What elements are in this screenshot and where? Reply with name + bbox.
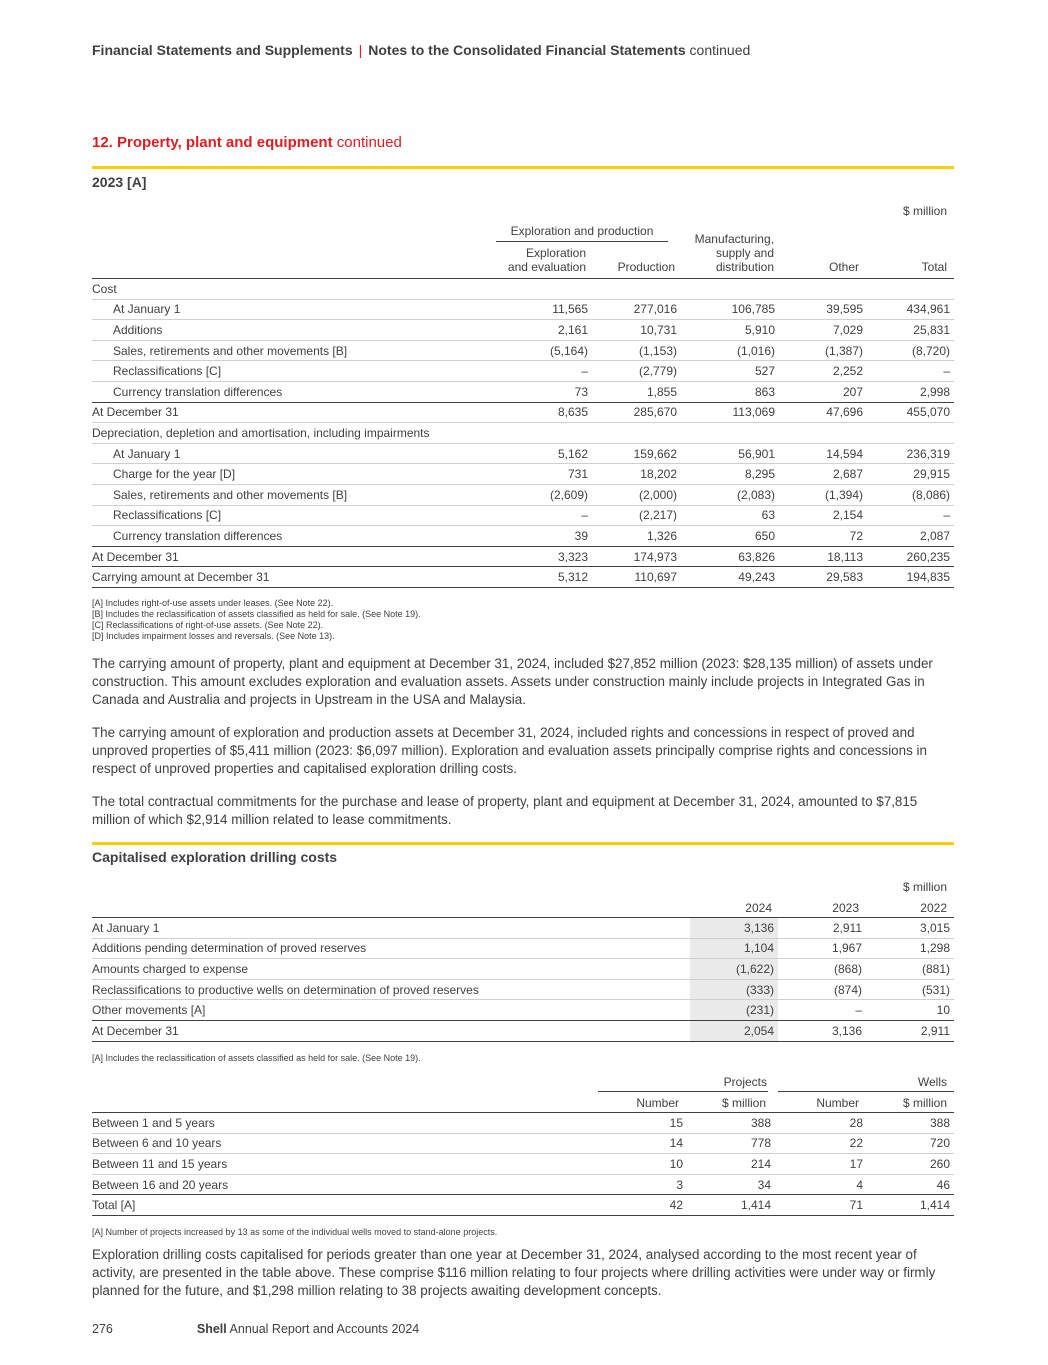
cell-value: 73: [502, 381, 592, 402]
cell-value: (531): [866, 979, 954, 1000]
cell-value: 214: [687, 1154, 775, 1175]
section-title-continued: continued: [336, 134, 402, 151]
table-2023-title: 2023 [A]: [92, 174, 147, 190]
table-row: [92, 443, 954, 464]
row-label: At January 1: [92, 918, 690, 939]
drilling-costs-table: [92, 917, 954, 1042]
col-eval-line1: Exploration: [525, 246, 586, 260]
col-total: Total: [921, 260, 947, 274]
cell-value: 5,910: [681, 320, 779, 341]
cell-value: 29,915: [867, 464, 954, 485]
table-row: [92, 959, 954, 980]
table-row: [92, 979, 954, 1000]
row-label: Sales, retirements and other movements [B]: [92, 484, 502, 505]
col-eval-line2: and evaluation: [507, 260, 586, 274]
cell-value: 2,252: [779, 361, 867, 382]
table-row: [92, 567, 954, 588]
cell-value: (1,153): [592, 340, 681, 361]
cell-value: 260,235: [867, 546, 954, 567]
cell-value: 2,054: [690, 1020, 778, 1041]
cell-value: 720: [867, 1133, 954, 1154]
cell-value: 5,162: [502, 443, 592, 464]
row-label: At December 31: [92, 402, 502, 423]
cell-value: 63: [681, 505, 779, 526]
cell-value: [502, 279, 592, 300]
cell-value: 15: [599, 1113, 687, 1134]
footer-brand: Shell: [196, 1322, 227, 1336]
row-label: Charge for the year [D]: [92, 464, 502, 485]
section-title-text: 12. Property, plant and equipment: [92, 134, 333, 151]
col-msd-line3: distribution: [715, 260, 774, 274]
table-row: [92, 1113, 954, 1134]
cell-value: (231): [690, 1000, 778, 1021]
cell-value: (1,622): [690, 959, 778, 980]
cell-value: 17: [775, 1154, 867, 1175]
cell-value: 2,911: [778, 918, 866, 939]
cell-value: 4: [775, 1174, 867, 1195]
header-subsection: Notes to the Consolidated Financial Statements: [368, 42, 686, 58]
col-exploration-evaluation: [470, 246, 586, 274]
table-row: [92, 1154, 954, 1175]
col-msd-line2: supply and: [715, 246, 774, 260]
cell-value: (874): [778, 979, 866, 1000]
cell-value: –: [502, 361, 592, 382]
page-number: 276: [92, 1322, 113, 1336]
ageing-note: [A] Number of projects increased by 13 as some of the individual wells moved to stand-alone projects.: [92, 1227, 498, 1237]
wells-group-rule: [778, 1091, 954, 1092]
cell-value: 650: [681, 526, 779, 547]
cell-value: 2,998: [867, 381, 954, 402]
header-section: Financial Statements and Supplements: [92, 42, 353, 58]
table-row: [92, 361, 954, 382]
cell-value: 11,565: [502, 299, 592, 320]
cell-value: [867, 423, 954, 444]
table-row: [92, 1133, 954, 1154]
col-projects-number: Number: [636, 1096, 679, 1110]
cell-value: 778: [687, 1133, 775, 1154]
row-label: Additions: [92, 320, 502, 341]
cell-value: (333): [690, 979, 778, 1000]
row-label: Between 1 and 5 years: [92, 1113, 599, 1134]
cell-value: 10,731: [592, 320, 681, 341]
cell-value: 22: [775, 1133, 867, 1154]
row-label: Sales, retirements and other movements [B]: [92, 340, 502, 361]
cell-value: (5,164): [502, 340, 592, 361]
col-manufacturing: [680, 232, 774, 274]
section-divider: [92, 166, 954, 169]
row-label: Cost: [92, 279, 502, 300]
year-2023: 2023: [832, 901, 859, 915]
table-row: [92, 546, 954, 567]
running-header: [92, 42, 750, 58]
cell-value: 28: [775, 1113, 867, 1134]
cell-value: (881): [866, 959, 954, 980]
cell-value: 1,326: [592, 526, 681, 547]
cell-value: 72: [779, 526, 867, 547]
cell-value: 527: [681, 361, 779, 382]
col-production: Production: [617, 260, 675, 274]
cell-value: 56,901: [681, 443, 779, 464]
note-c: [C] Reclassifications of right-of-use assets. (See Note 22).: [92, 620, 324, 630]
cell-value: (1,387): [779, 340, 867, 361]
header-separator: |: [358, 42, 363, 58]
table-row: [92, 526, 954, 547]
cell-value: (1,016): [681, 340, 779, 361]
paragraph-assets-under-construction: The carrying amount of property, plant and equipment at December 31, 2024, included $27,852 million (2023: $28,135 million) of assets under construction. This amount excludes exploration and evaluation assets. Assets under construction mainly include projects in Integrated Gas in Canada and Australia and projects in Upstream in the USA and Malaysia.: [92, 656, 933, 707]
note-d: [D] Includes impairment losses and reversals. (See Note 13).: [92, 631, 335, 641]
row-label: Carrying amount at December 31: [92, 567, 502, 588]
cell-value: [592, 279, 681, 300]
cell-value: (2,217): [592, 505, 681, 526]
cell-value: 5,312: [502, 567, 592, 588]
cell-value: 3,015: [866, 918, 954, 939]
table-row: [92, 464, 954, 485]
cell-value: 3,136: [690, 918, 778, 939]
row-label: At December 31: [92, 1020, 690, 1041]
projects-group-label: Projects: [723, 1075, 767, 1089]
table-row: [92, 1174, 954, 1195]
drilling-divider: [92, 842, 954, 845]
cell-value: 39,595: [779, 299, 867, 320]
cell-value: 434,961: [867, 299, 954, 320]
cell-value: 14,594: [779, 443, 867, 464]
table-row: [92, 423, 954, 444]
cell-value: 174,973: [592, 546, 681, 567]
cell-value: 14: [599, 1133, 687, 1154]
cell-value: –: [867, 361, 954, 382]
cell-value: 46: [867, 1174, 954, 1195]
exploration-production-group-label: Exploration and production: [496, 224, 668, 242]
table-row: [92, 484, 954, 505]
cell-value: (2,779): [592, 361, 681, 382]
col-msd-line1: Manufacturing,: [694, 232, 774, 246]
cell-value: 63,826: [681, 546, 779, 567]
cell-value: 1,855: [592, 381, 681, 402]
cell-value: 47,696: [779, 402, 867, 423]
table-row: [92, 918, 954, 939]
table-row: [92, 340, 954, 361]
year-2022: 2022: [920, 901, 947, 915]
ppe-2023-table: [92, 278, 954, 588]
row-label: At January 1: [92, 299, 502, 320]
cell-value: 863: [681, 381, 779, 402]
row-label: Between 11 and 15 years: [92, 1154, 599, 1175]
page-footer: [92, 1322, 419, 1336]
footer-doc-title: Annual Report and Accounts 2024: [229, 1322, 420, 1336]
table-row: [92, 320, 954, 341]
section-title: [92, 134, 402, 151]
cell-value: 113,069: [681, 402, 779, 423]
cell-value: –: [778, 1000, 866, 1021]
table-row: [92, 381, 954, 402]
table-row: [92, 402, 954, 423]
row-label: At January 1: [92, 443, 502, 464]
cell-value: 2,911: [866, 1020, 954, 1041]
cell-value: (2,000): [592, 484, 681, 505]
drilling-units: $ million: [902, 880, 947, 894]
table-2023-units: $ million: [902, 204, 947, 218]
cell-value: –: [867, 505, 954, 526]
cell-value: 8,635: [502, 402, 592, 423]
row-label: Depreciation, depletion and amortisation, including impairments: [92, 423, 502, 444]
table-row: [92, 1000, 954, 1021]
drilling-title: Capitalised exploration drilling costs: [92, 849, 338, 865]
row-label: Reclassifications to productive wells on determination of proved reserves: [92, 979, 690, 1000]
cell-value: 1,967: [778, 938, 866, 959]
cell-value: [502, 423, 592, 444]
cell-value: 455,070: [867, 402, 954, 423]
cell-value: [681, 279, 779, 300]
cell-value: [681, 423, 779, 444]
cell-value: 18,202: [592, 464, 681, 485]
cell-value: 7,029: [779, 320, 867, 341]
cell-value: 106,785: [681, 299, 779, 320]
cell-value: (868): [778, 959, 866, 980]
cell-value: 3: [599, 1174, 687, 1195]
cell-value: 18,113: [779, 546, 867, 567]
row-label: At December 31: [92, 546, 502, 567]
cell-value: 49,243: [681, 567, 779, 588]
col-wells-number: Number: [816, 1096, 859, 1110]
cell-value: 388: [687, 1113, 775, 1134]
table-row: [92, 1020, 954, 1041]
cell-value: 194,835: [867, 567, 954, 588]
cell-value: (2,609): [502, 484, 592, 505]
cell-value: 2,687: [779, 464, 867, 485]
cell-value: [779, 279, 867, 300]
paragraph-exploration-assets: The carrying amount of exploration and production assets at December 31, 2024, included rights and concessions in respect of proved and unproved properties of $5,411 million (2023: $6,097 million). Exploration and evaluation assets principally comprise rights and concessions in respect of unproved properties and capitalised exploration drilling costs.: [92, 725, 927, 776]
row-label: Other movements [A]: [92, 1000, 690, 1021]
cell-value: 25,831: [867, 320, 954, 341]
row-label: Between 6 and 10 years: [92, 1133, 599, 1154]
row-label: Reclassifications [C]: [92, 361, 502, 382]
cell-value: 2,154: [779, 505, 867, 526]
table-2023-notes: [92, 598, 421, 642]
cell-value: [867, 279, 954, 300]
paragraph-drilling-analysis: Exploration drilling costs capitalised for periods greater than one year at December 31, 2024, analysed according to the most recent year of activity, are presented in the table above. These comprise $116 million relating to four projects where drilling activities were under way or firmly planned for the future, and $1,298 million relating to 38 projects awaiting development concepts.: [92, 1247, 936, 1298]
cell-value: 2,087: [867, 526, 954, 547]
cell-value: 236,319: [867, 443, 954, 464]
wells-group-label: Wells: [917, 1075, 947, 1089]
cell-value: 1,104: [690, 938, 778, 959]
cell-value: 110,697: [592, 567, 681, 588]
cell-value: 8,295: [681, 464, 779, 485]
cell-value: 71: [775, 1195, 867, 1216]
cell-value: 3,136: [778, 1020, 866, 1041]
row-label: Currency translation differences: [92, 526, 502, 547]
year-2024: 2024: [745, 901, 772, 915]
table-row: [92, 505, 954, 526]
cell-value: 3,323: [502, 546, 592, 567]
cell-value: 159,662: [592, 443, 681, 464]
drilling-ageing-table: [92, 1112, 954, 1216]
cell-value: (2,083): [681, 484, 779, 505]
cell-value: 10: [866, 1000, 954, 1021]
row-label: Total [A]: [92, 1195, 599, 1216]
header-continued: continued: [689, 42, 751, 58]
row-label: Reclassifications [C]: [92, 505, 502, 526]
row-label: Additions pending determination of proved reserves: [92, 938, 690, 959]
cell-value: 1,414: [687, 1195, 775, 1216]
table-row: [92, 279, 954, 300]
cell-value: 731: [502, 464, 592, 485]
cell-value: 277,016: [592, 299, 681, 320]
cell-value: 39: [502, 526, 592, 547]
cell-value: [779, 423, 867, 444]
table-row: [92, 299, 954, 320]
row-label: Amounts charged to expense: [92, 959, 690, 980]
cell-value: 34: [687, 1174, 775, 1195]
row-label: Currency translation differences: [92, 381, 502, 402]
table-row: [92, 938, 954, 959]
projects-group-rule: [598, 1091, 768, 1092]
cell-value: 207: [779, 381, 867, 402]
cell-value: (8,720): [867, 340, 954, 361]
cell-value: 285,670: [592, 402, 681, 423]
col-other: Other: [828, 260, 859, 274]
drilling-note: [A] Includes the reclassification of assets classified as held for sale. (See Note 19).: [92, 1053, 421, 1063]
cell-value: 388: [867, 1113, 954, 1134]
cell-value: –: [502, 505, 592, 526]
col-wells-million: $ million: [902, 1096, 947, 1110]
paragraph-commitments: The total contractual commitments for the purchase and lease of property, plant and equipment at December 31, 2024, amounted to $7,815 million of which $2,914 million related to lease commitments.: [92, 794, 918, 827]
cell-value: 10: [599, 1154, 687, 1175]
table-row: [92, 1195, 954, 1216]
cell-value: 42: [599, 1195, 687, 1216]
cell-value: (8,086): [867, 484, 954, 505]
note-a: [A] Includes right-of-use assets under leases. (See Note 22).: [92, 598, 334, 608]
cell-value: 2,161: [502, 320, 592, 341]
row-label: Between 16 and 20 years: [92, 1174, 599, 1195]
col-projects-million: $ million: [721, 1096, 766, 1110]
cell-value: 1,414: [867, 1195, 954, 1216]
cell-value: 29,583: [779, 567, 867, 588]
cell-value: (1,394): [779, 484, 867, 505]
cell-value: 1,298: [866, 938, 954, 959]
cell-value: 260: [867, 1154, 954, 1175]
cell-value: [592, 423, 681, 444]
note-b: [B] Includes the reclassification of assets classified as held for sale. (See Note 19).: [92, 609, 421, 619]
